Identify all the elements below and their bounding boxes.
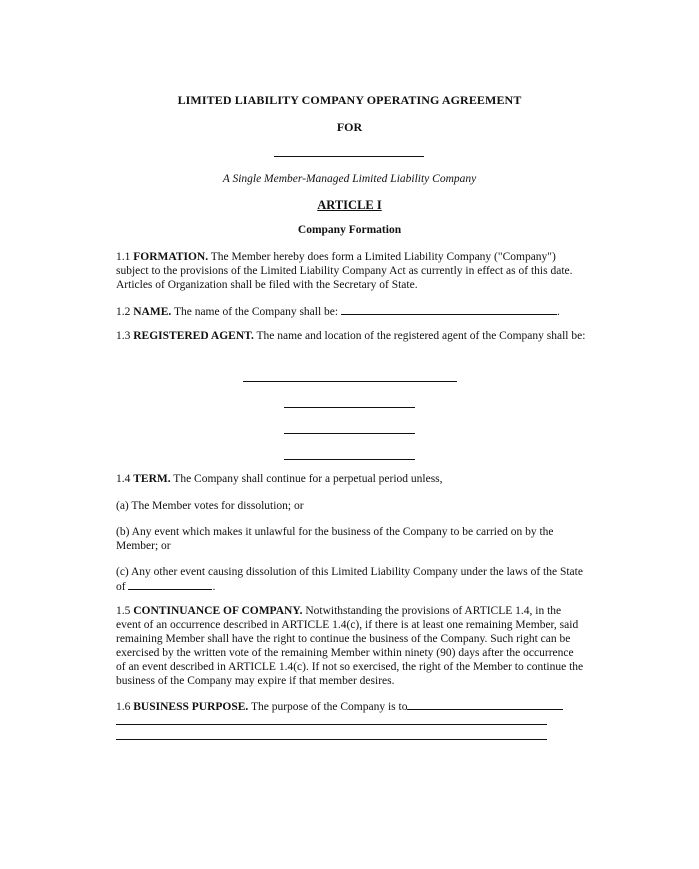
section-1-2 xyxy=(116,304,596,319)
section-heading: FORMATION. xyxy=(133,251,209,263)
purpose-blank-2[interactable] xyxy=(116,739,547,740)
section-number: 1.2 xyxy=(116,306,131,318)
section-1-5 xyxy=(116,604,586,688)
purpose-field[interactable] xyxy=(407,699,563,710)
document-subtitle: A Single Member-Managed Limited Liability Company xyxy=(222,173,477,185)
section-number: 1.5 xyxy=(116,605,131,617)
section-1-3 xyxy=(116,329,586,343)
section-1-6 xyxy=(116,699,586,714)
agent-address-blank-1[interactable] xyxy=(284,407,415,408)
section-heading: BUSINESS PURPOSE. xyxy=(133,701,249,713)
section-1-1 xyxy=(116,250,586,292)
for-label: FOR xyxy=(336,120,363,134)
section-text: The name of the Company shall be: xyxy=(173,306,339,318)
document-title: LIMITED LIABILITY COMPANY OPERATING AGREEMENT xyxy=(177,93,522,107)
section-1-4-a: (a) The Member votes for dissolution; or xyxy=(116,500,304,512)
section-1-4 xyxy=(116,472,586,486)
section-end: . xyxy=(212,581,216,593)
section-number: 1.4 xyxy=(116,473,131,485)
article-subheading: Company Formation xyxy=(297,224,402,236)
section-text: (c) Any other event causing dissolution of this Limited Liability Company under the laws of the State of xyxy=(116,566,583,593)
agent-address-blank-2[interactable] xyxy=(284,433,415,434)
section-text: Notwithstanding the provisions of ARTICLE 1.4, in the event of an occurrence described in ARTICLE 1.4(c), if there is at least one remaining Member, said remaining Member shall have the right to continue the business of the Company. Such right can be exercised by the written vote of the remaining Member within ninety (90) days after the occurrence of an event described in ARTICLE 1.4(c). If not so exercised, the right of the Member to continue the business of the Company may expire if that member desires. xyxy=(116,605,584,687)
section-number: 1.1 xyxy=(116,251,131,263)
section-text: The purpose of the Company is to xyxy=(250,701,408,713)
company-name-blank[interactable] xyxy=(274,156,424,157)
state-field[interactable] xyxy=(128,579,212,590)
section-heading: NAME. xyxy=(133,306,172,318)
article-heading: ARTICLE I xyxy=(317,198,382,212)
section-text: The Member hereby does form a Limited Liability Company ("Company") subject to the provisions of the Limited Liability Company Act as currently in effect as of this date. Articles of Organization shall be filed with the Secretary of State. xyxy=(116,251,573,291)
agent-address-blank-3[interactable] xyxy=(284,459,415,460)
section-text: The Company shall continue for a perpetual period unless, xyxy=(173,473,443,485)
section-1-4-c xyxy=(116,565,586,594)
agent-name-blank[interactable] xyxy=(243,381,457,382)
section-heading: CONTINUANCE OF COMPANY. xyxy=(133,605,303,617)
section-heading: REGISTERED AGENT. xyxy=(133,330,254,342)
section-end: . xyxy=(556,306,560,318)
company-name-field[interactable] xyxy=(341,304,557,315)
section-number: 1.3 xyxy=(116,330,131,342)
purpose-blank-1[interactable] xyxy=(116,724,547,725)
section-heading: TERM. xyxy=(133,473,171,485)
section-text: The name and location of the registered agent of the Company shall be: xyxy=(256,330,586,342)
section-number: 1.6 xyxy=(116,701,131,713)
section-1-4-b: (b) Any event which makes it unlawful for the business of the Company to be carried on by the Member; or xyxy=(116,526,554,552)
